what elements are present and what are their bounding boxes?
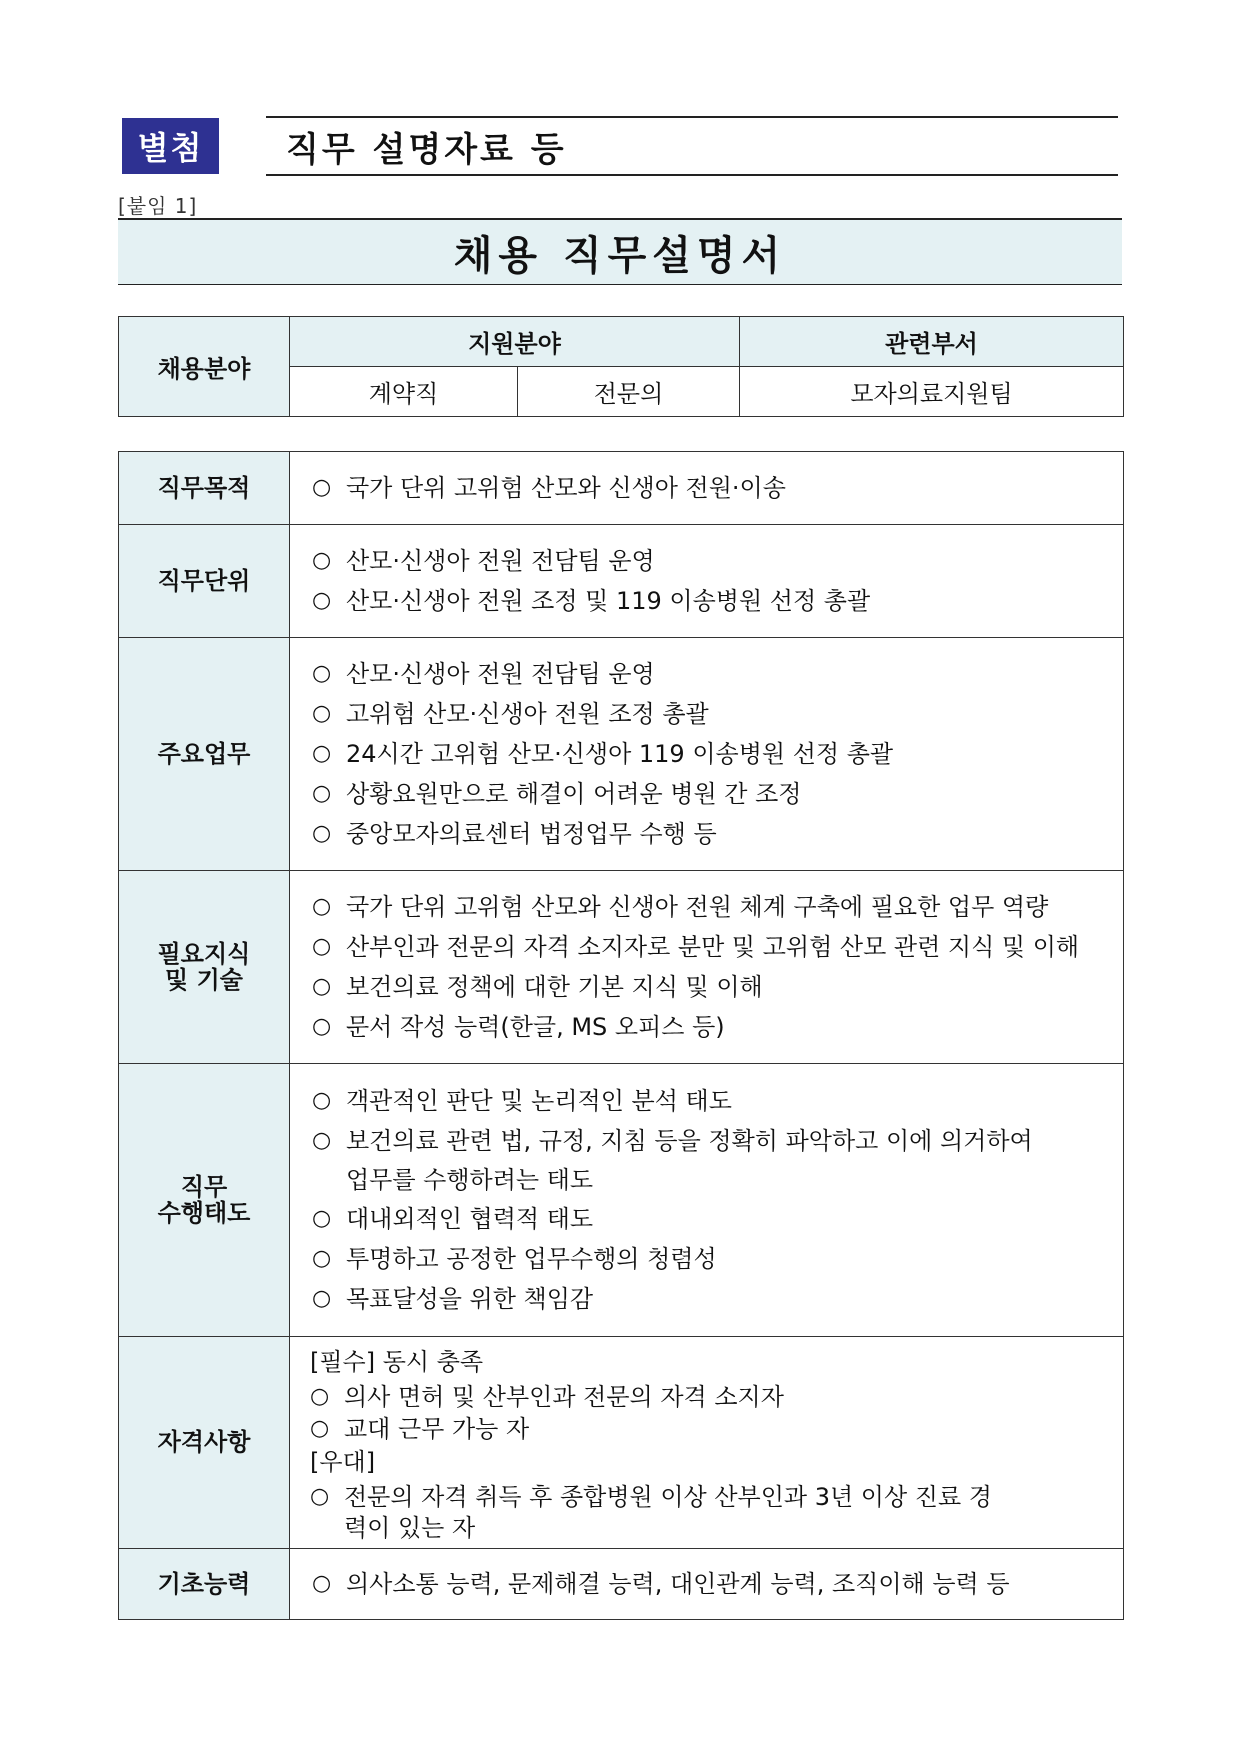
list-item: ○ 의사소통 능력, 문제해결 능력, 대인관계 능력, 조직이해 능력 등 [312,1564,1109,1604]
purpose-label: 직무목적 [119,452,290,525]
bullet-circle-icon: ○ [312,1014,332,1039]
bullet-circle-icon: ○ [312,701,332,726]
list-item: ○ 24시간 고위험 산모·신생아 119 이송병원 선정 총괄 [312,734,1109,774]
bullet-circle-icon: ○ [312,934,332,959]
job-description-table [118,451,1124,1620]
attitude-label: 직무 수행태도 [119,1064,290,1337]
recruitment-field-table [118,316,1124,417]
bullet-circle-icon: ○ [312,1246,332,1271]
unit-content [290,525,1124,638]
knowledge-content [290,871,1124,1064]
attitude-content [290,1064,1124,1337]
recruitment-field-label: 채용분야 [119,317,290,417]
document-title: 채용 직무설명서 [453,232,787,279]
list-item: ○ 전문의 자격 취득 후 종합병원 이상 산부인과 3년 이상 진료 경 [310,1480,1109,1514]
basic-ability-content [290,1549,1124,1620]
list-item: ○ 보건의료 관련 법, 규정, 지침 등을 정확히 파악하고 이에 의거하여 [312,1121,1109,1161]
list-item: ○ 목표달성을 위한 책임감 [312,1279,1109,1319]
list-item: ○ 중앙모자의료센터 법정업무 수행 등 [312,814,1109,854]
header-title-box [266,116,1118,176]
bullet-circle-icon: ○ [312,475,332,500]
list-item: ○ 객관적인 판단 및 논리적인 분석 태도 [312,1081,1109,1121]
list-item: ○ 상황요원만으로 해결이 어려운 병원 간 조정 [312,774,1109,814]
bullet-circle-icon: ○ [312,821,332,846]
list-item-continuation: 력이 있는 자 [344,1513,476,1542]
qualification-content [290,1337,1124,1549]
list-item: ○ 산모·신생아 전원 전담팀 운영 [312,541,1109,581]
qualification-label: 자격사항 [119,1337,290,1549]
list-item: ○ 문서 작성 능력(한글, MS 오피스 등) [312,1007,1109,1047]
bullet-circle-icon: ○ [312,894,332,919]
list-item: ○ 국가 단위 고위험 산모와 신생아 전원 체계 구축에 필요한 업무 역량 [312,887,1109,927]
list-item: ○ 고위험 산모·신생아 전원 조정 총괄 [312,694,1109,734]
bullet-circle-icon: ○ [312,1088,332,1113]
bullet-circle-icon: ○ [312,1206,332,1231]
required-heading: [필수] 동시 충족 [310,1347,484,1376]
preferred-heading: [우대] [310,1447,376,1476]
unit-label: 직무단위 [119,525,290,638]
bullet-circle-icon: ○ [312,781,332,806]
list-item: ○ 산모·신생아 전원 조정 및 119 이송병원 선정 총괄 [312,581,1109,621]
knowledge-label: 필요지식 및 기술 [119,871,290,1064]
bullet-circle-icon: ○ [312,1286,332,1311]
employment-type: 계약직 [290,367,518,417]
department-header: 관련부서 [740,317,1124,367]
bullet-circle-icon: ○ [312,741,332,766]
bullet-circle-icon: ○ [312,661,332,686]
list-item: ○ 대내외적인 협력적 태도 [312,1199,1109,1239]
list-item: ○ 투명하고 공정한 업무수행의 청렴성 [312,1239,1109,1279]
list-item: ○ 국가 단위 고위험 산모와 신생아 전원·이송 [312,468,1109,508]
department-name: 모자의료지원팀 [740,367,1124,417]
support-field-header: 지원분야 [290,317,740,367]
attachment-label: [붙임 1] [118,194,198,218]
document-title-box [118,218,1122,285]
main-duties-content [290,638,1124,871]
bullet-circle-icon: ○ [310,1483,330,1509]
bullet-circle-icon: ○ [312,974,332,999]
list-item: ○ 산모·신생아 전원 전담팀 운영 [312,654,1109,694]
list-item: ○ 산부인과 전문의 자격 소지자로 분만 및 고위험 산모 관련 지식 및 이해 [312,927,1109,967]
list-item: ○ 교대 근무 가능 자 [310,1414,530,1443]
bullet-circle-icon: ○ [312,588,332,613]
purpose-content [290,452,1124,525]
page-title: 직무 설명자료 등 [286,129,567,170]
position-type: 전문의 [518,367,740,417]
bullet-circle-icon: ○ [312,1571,332,1596]
attachment-badge: 별첨 [122,118,219,174]
list-item: ○ 의사 면허 및 산부인과 전문의 자격 소지자 [310,1380,1109,1414]
bullet-circle-icon: ○ [310,1415,330,1441]
bullet-circle-icon: ○ [312,548,332,573]
bullet-circle-icon: ○ [312,1128,332,1153]
main-duties-label: 주요업무 [119,638,290,871]
bullet-circle-icon: ○ [310,1383,330,1409]
list-item: ○ 보건의료 정책에 대한 기본 지식 및 이해 [312,967,1109,1007]
list-item-continuation: 업무를 수행하려는 태도 [346,1166,594,1194]
basic-ability-label: 기초능력 [119,1549,290,1620]
